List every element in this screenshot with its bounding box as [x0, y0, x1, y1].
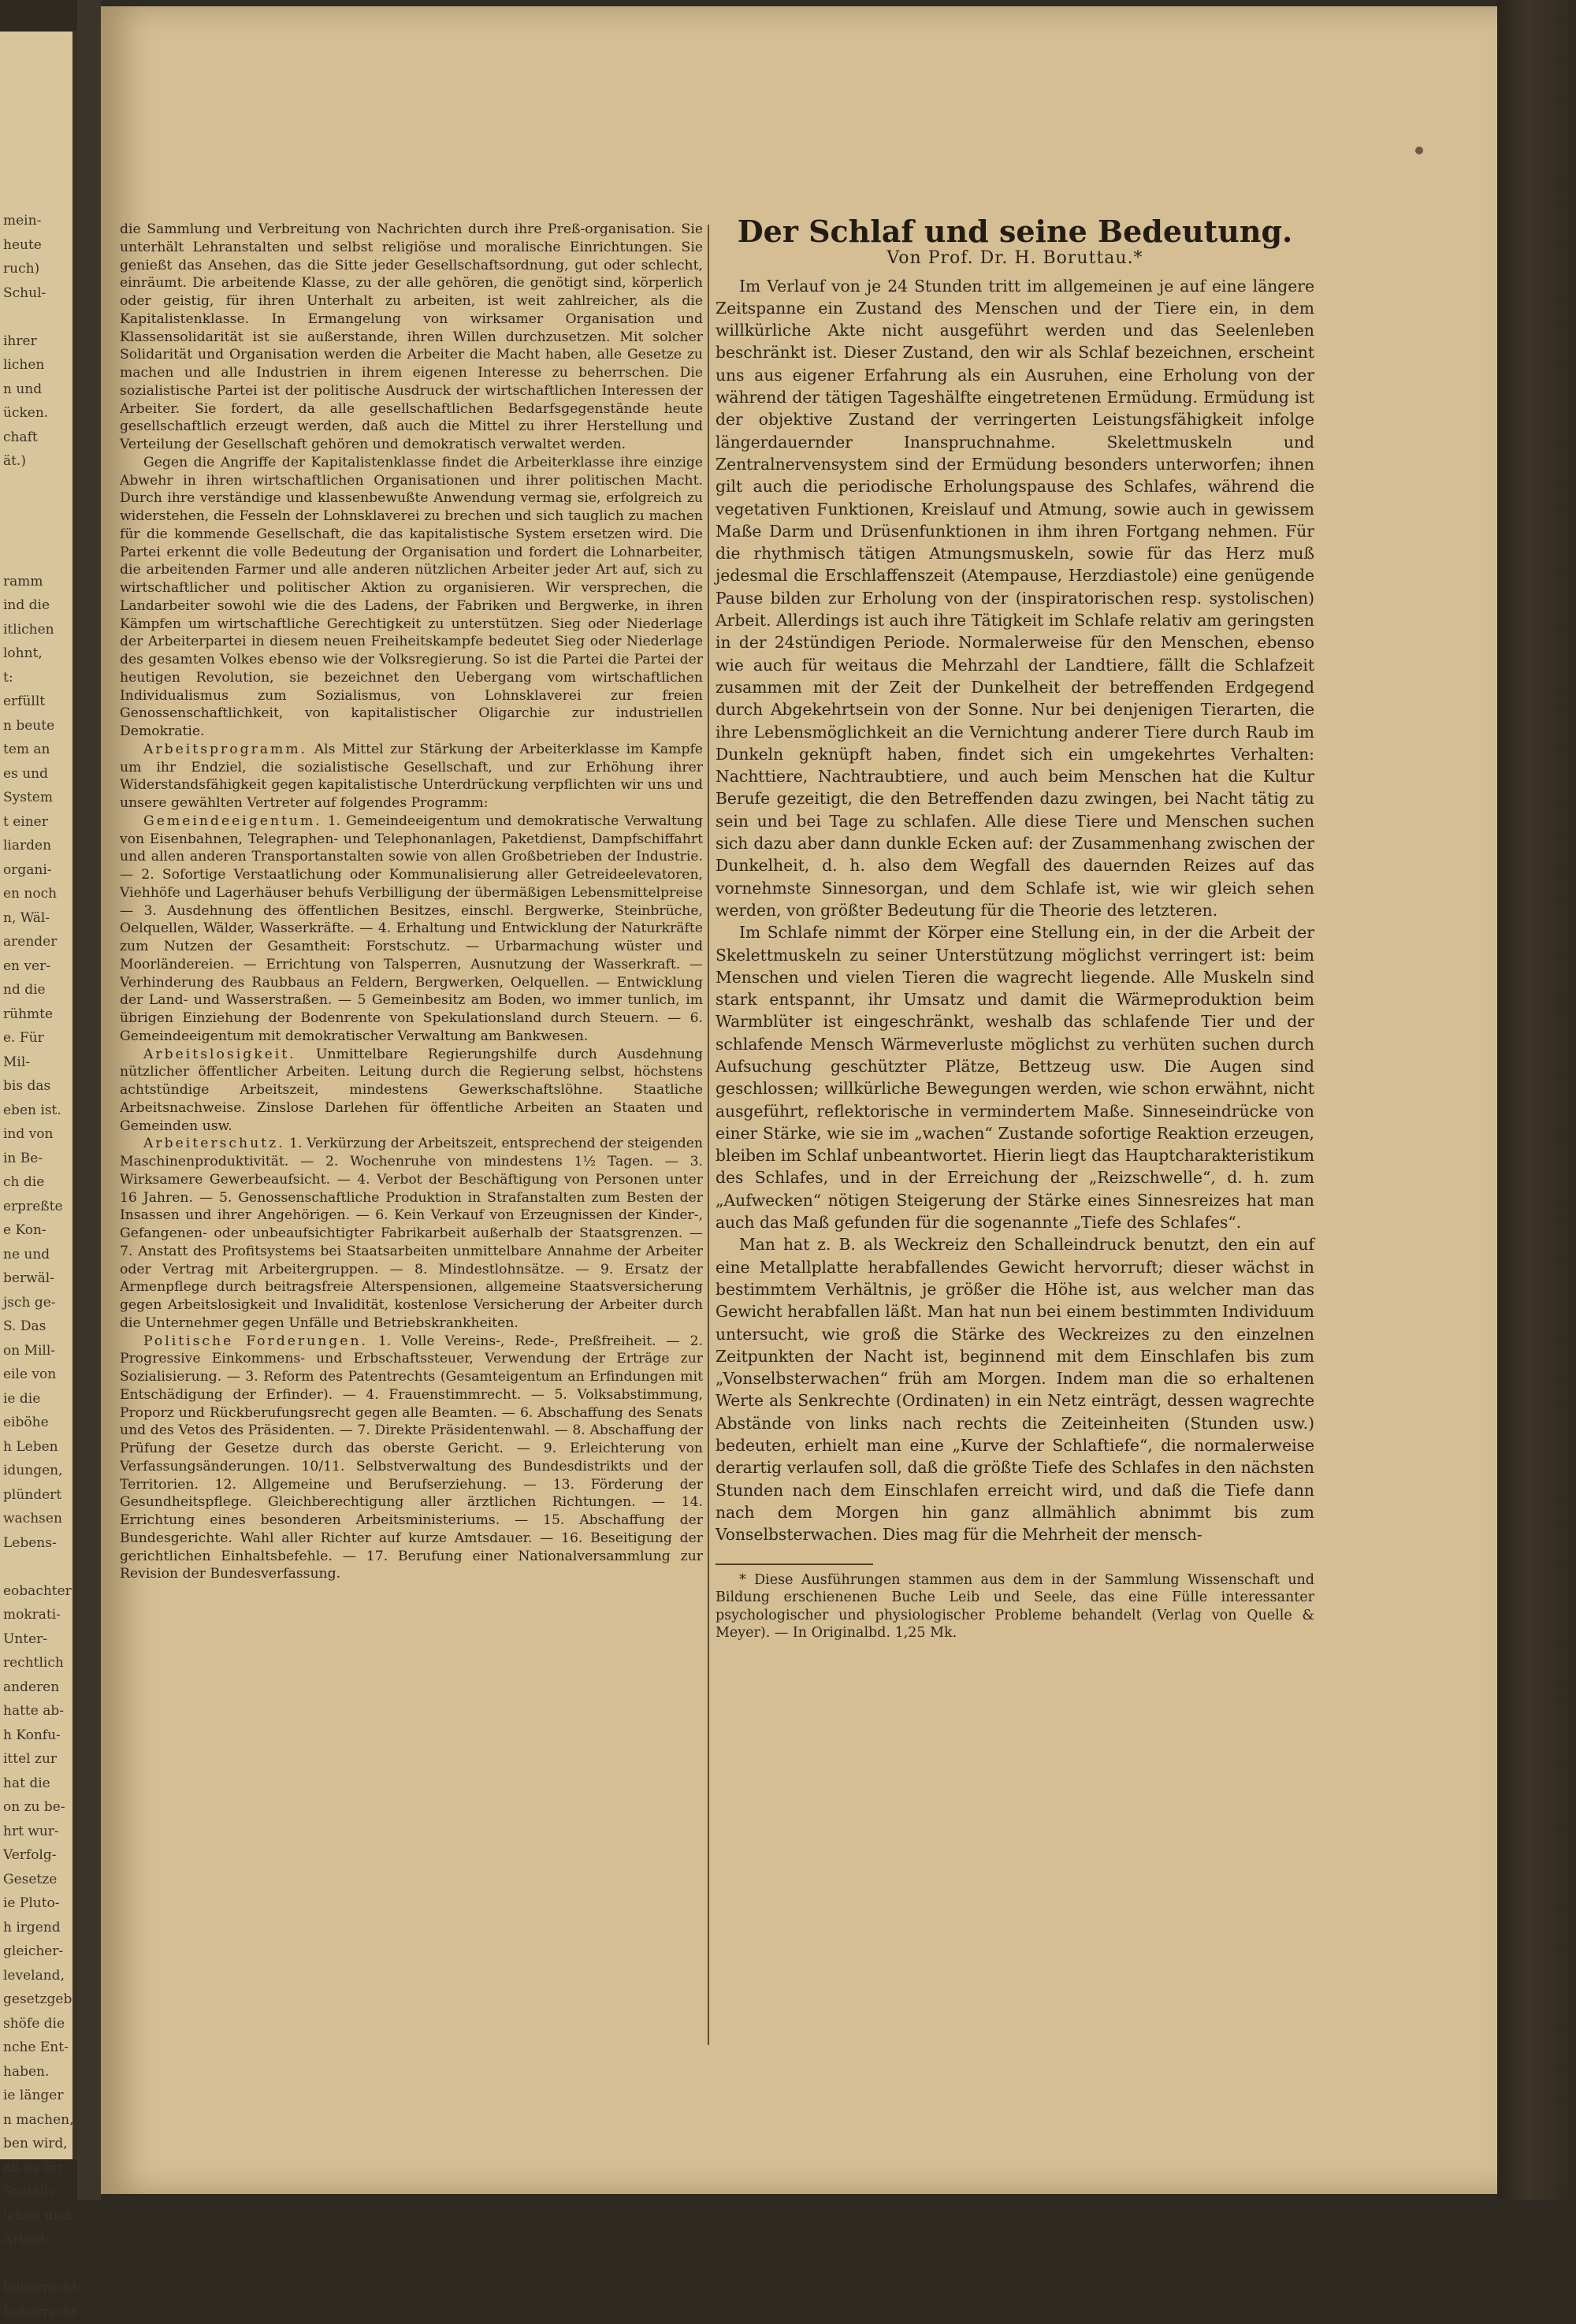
right-column — [716, 221, 1314, 1642]
left-page-fragment: shöfe die — [3, 2012, 72, 2036]
book-spine — [77, 0, 101, 2200]
left-page-fragment: ittel zur — [3, 1747, 72, 1772]
left-page-fragment: e Kon- — [3, 1218, 72, 1243]
left-column — [120, 221, 703, 1583]
left-page-fragment — [3, 522, 72, 546]
left-page-fragment: e. Für — [3, 1026, 72, 1050]
left-page-fragment: n machen, — [3, 2108, 72, 2133]
paragraph: Im Verlauf von je 24 Stunden tritt im allgemeinen je auf eine längere Zeitspanne ein Zustand des Menschen und der Tiere ein, in dem willkürliche Akte nicht ausgeführt werden und das Seelenleben beschränkt ist. Dieser Zustand, den wir als Schlaf bezeichnen, erscheint uns aus eigener Erfahrung als ein Ausruhen, eine Erholung von der während der tätigen Tageshälfte eingetretenen Ermüdung. Ermüdung ist der objektive Zustand der verringerten Leistungsfähigkeit infolge längerdauernder Inanspruchnahme. Skelettmuskeln und Zentralnervensystem sind der Ermüdung besonders unterworfen; ihnen gilt auch die periodische Erholungspause des Schlafes, während die vegetativen Funktionen, Kreislauf und Atmung, sowie auch in gewissem Maße Darm und Drüsenfunktionen in ihm ihren Fortgang nehmen. Für die rhythmisch tätigen Atmungsmuskeln, sowie für das Herz muß jedesmal die Erschlaffenszeit (Atempause, Herzdiastole) eine genügende Pause bilden zur Erholung von der (inspiratorischen resp. systolischen) Arbeit. Allerdings ist auch ihre Tätigkeit im Schlafe relativ am geringsten in der 24stündigen Periode. Normalerweise für den Menschen, ebenso wie auch für weitaus die Mehrzahl der Landtiere, fällt die Schlafzeit zusammen mit der Zeit der Dunkelheit der betreffenden Erdgegend durch Abgekehrtsein von der Sonne. Nur bei denjenigen Tierarten, die ihre Lebensmöglichkeit an die Vernichtung anderer Tiere durch Raub im Dunkeln geknüpft haben, findet sich ein umgekehrtes Verhalten: Nachttiere, Nachtraubtiere, und auch beim Menschen hat die Kultur Berufe gezeitigt, die den Betreffenden dazu zwingen, bei Nacht tätig zu sein und bei Tage zu schlafen. Alle diese Tiere und Menschen suchen sich dazu aber dann dunkle Ecken auf: der Zusammenhang zwischen der Dunkelheit, d. h. also dem Wegfall des dauernden Reizes auf das vornehmste Sinnesorgan, und dem Schlafe ist, wie wir gleich sehen werden, von größter Bedeutung für die Theorie des letzteren. — [716, 275, 1314, 922]
left-page-fragment: Mil- — [3, 1050, 72, 1075]
section-heading: Arbeitslosigkeit. — [143, 1047, 296, 1062]
left-page-fragment: h Konfu- — [3, 1723, 72, 1748]
left-page-fragment: Sozialis- — [3, 2180, 72, 2204]
left-page-fragment: on Mill- — [3, 1339, 72, 1363]
left-page-fragment: itlichen — [3, 618, 72, 642]
section-text: 1. Gemeindeeigentum und demokratische Verwaltung von Eisenbahnen, Telegraphen- und Telephonanlagen, Paketdienst, Dampfschiffahrt und allen anderen Transportanstalten sowie von allen Großbetrieben der Industrie. — 2. Sofortige Verstaatlichung oder Kommunalisierung aller Getreideelevatoren, Viehhöfe und Lagerhäuser behufs Verbilligung der übermäßigen Lebensmittelpreise — 3. Ausdehnung des öffentlichen Besitzes, einschl. Bergwerke, Steinbrüche, Oelquellen, Wälder, Wasserkräfte. — 4. Erhaltung und Entwicklung der Naturkräfte zum Nutzen der Gesamtheit: Forstschutz. — Urbarmachung wüster und Moorländereien. — Errichtung von Talsperren, Ausnutzung der Wasserkraft. — Verhinderung des Raubbaus an Feldern, Bergwerken, Oelquellen. — Entwicklung der Land- und Wasserstraßen. — 5 Gemeinbesitz am Boden, wo immer tunlich, im übrigen Einziehung der Bodenrente von Spekulationsland durch Steuern. — 6. Gemeindeeigentum mit demokratischer Verwaltung am Bankwesen. — [120, 813, 703, 1044]
left-page-fragment: ben wird, — [3, 2132, 72, 2156]
left-page-fragment — [3, 474, 72, 498]
left-page-fragment: mein- — [3, 209, 72, 233]
left-page-fragments — [0, 32, 72, 2324]
left-page-fragment: h irgend — [3, 1916, 72, 1940]
left-page-fragment: Unter- — [3, 1627, 72, 1652]
left-page-fragment: iehen und — [3, 2204, 72, 2229]
left-page-fragment: chaft — [3, 426, 72, 450]
left-page-fragment: ücken. — [3, 401, 72, 426]
left-page-fragment: hatte ab- — [3, 1699, 72, 1723]
left-page-fragment: hrt wur- — [3, 1820, 72, 1844]
section-heading: Arbeitsprogramm. — [143, 742, 307, 757]
section — [120, 1135, 703, 1332]
left-page-fragment: liarden — [3, 834, 72, 858]
left-page-fragment: eben ist. — [3, 1099, 72, 1123]
left-page-fragment — [3, 497, 72, 522]
left-page-fragment: es und — [3, 762, 72, 786]
left-page-fragment: gesetzgeb- — [3, 1987, 72, 2012]
left-page-fragment: ihrer — [3, 329, 72, 354]
left-page-fragment: nche Ent- — [3, 2036, 72, 2060]
left-page-fragment: Schul- — [3, 281, 72, 306]
left-page-fragment: beherrscht — [3, 2300, 72, 2324]
left-page-fragment: beherrscht — [3, 2276, 72, 2300]
left-page-fragment: ie länger — [3, 2084, 72, 2108]
left-page-fragment — [3, 2252, 72, 2277]
left-page-fragment: anderen — [3, 1675, 72, 1700]
article-byline: Von Prof. Dr. H. Boruttau.* — [716, 247, 1314, 270]
footnote-divider — [716, 1564, 873, 1565]
left-page-fragment: ch die — [3, 1170, 72, 1195]
left-page-fragment: organi- — [3, 858, 72, 883]
left-page-fragment: hat die — [3, 1772, 72, 1796]
left-page-fragment: ruch) — [3, 257, 72, 281]
left-page-fragment: idungen, — [3, 1459, 72, 1483]
left-page-fragment: erfüllt — [3, 690, 72, 714]
left-page-fragment: on zu be- — [3, 1795, 72, 1820]
left-page-fragment: rühmte — [3, 1002, 72, 1027]
left-page-fragment: eobachter — [3, 1579, 72, 1604]
left-page-fragment: n, Wäl- — [3, 906, 72, 931]
section-heading: Gemeindeeigentum. — [143, 813, 322, 829]
left-page-fragment: n beute — [3, 714, 72, 738]
left-page-fragment: Verfolg- — [3, 1843, 72, 1868]
left-page-fragment: tem an — [3, 738, 72, 762]
left-page-fragment: S. Das — [3, 1314, 72, 1339]
left-page-fragment: jsch ge- — [3, 1291, 72, 1315]
left-page-fragment — [3, 1555, 72, 1579]
left-page-fragment: ie Pluto- — [3, 1891, 72, 1916]
section-text: Unmittelbare Regierungshilfe durch Ausdehnung nützlicher öffentlicher Arbeiten. Leitung durch die Regierung selbst, höchstens achtstündige Arbeitszeit, mindestens Gewerkschaftslöhne. Staatliche Arbeitsnachweise. Zinslose Darlehen für öffentliche Arbeiten an Staaten und Gemeinden usw. — [120, 1047, 703, 1134]
left-page-fragment: lohnt, — [3, 641, 72, 666]
left-page-fragment: en ver- — [3, 954, 72, 979]
section — [120, 1333, 703, 1584]
left-page-fragment: lichen — [3, 353, 72, 377]
left-page-fragment: System — [3, 786, 72, 810]
left-page-edge — [0, 32, 77, 2159]
left-page-fragment: ät.) — [3, 449, 72, 474]
left-page-fragment: t einer — [3, 810, 72, 835]
left-page-fragment: nd die — [3, 978, 72, 1002]
section — [120, 1046, 703, 1136]
left-page-fragment — [3, 545, 72, 570]
left-page-fragment: arender — [3, 930, 72, 954]
left-page-fragment: ind die — [3, 593, 72, 618]
page-mark — [1415, 147, 1423, 154]
paragraph: Man hat z. B. als Weckreiz den Schalleindruck benutzt, den ein auf eine Metallplatte herabfallendes Gewicht hervorruft; dieser wächst in bestimmtem Verhältnis, je größer die Höhe ist, aus welcher man das Gewicht herabfallen läßt. Man hat nun bei einem bestimmten Individuum untersucht, wie groß die Stärke des Weckreizes zu den einzelnen Zeitpunkten der Nacht ist, beginnend mit dem Einschlafen bis zum „Vonselbsterwachen“ früh am Morgen. Indem man die so erhaltenen Werte als Senkrechte (Ordinaten) in ein Netz einträgt, dessen wagrechte Abstände von links nach rechts die Zeiteinheiten (Stunden usw.) bedeuten, erhielt man eine „Kurve der Schlaftiefe“, die normalerweise derartig verlaufen soll, daß die größte Tiefe des Schlafes in den nächsten Stunden nach dem Einschlafen erreicht wird, und daß die Tiefe dann nach dem Morgen hin ganz allmählich abnimmt bis zum Vonselbsterwachen. Dies mag für die Mehrheit der mensch- — [716, 1233, 1314, 1545]
section-text: 1. Verkürzung der Arbeitszeit, entsprechend der steigenden Maschinenproduktivität. — 2. Wochenruhe von mindestens 1½ Tagen. — 3. Wirksamere Gewerbeaufsicht. — 4. Verbot der Beschäftigung von Personen unter 16 Jahren. — 5. Genossenschaftliche Produktion in Strafanstalten zum Besten der Insassen und ihrer Angehörigen. — 6. Kein Verkauf von Erzeugnissen der Kinder-, Gefangenen- oder unbeaufsichtigter Fabrikarbeit außerhalb der Staatsgrenzen. — 7. Anstatt des Profitsystems bei Staatsarbeiten unmittelbare Annahme der Arbeiter oder Vertrag mit Arbeitergruppen. — 8. Mindestlohnsätze. — 9. Ersatz der Armenpflege durch beitragsfreie Alterspensionen, allgemeine Staatsversicherung gegen Arbeitslosigkeit und Invalidität, kostenlose Versicherung der Arbeiter durch die Unternehmer gegen Unfälle und Betriebskrankheiten. — [120, 1136, 703, 1331]
left-page-fragment: Lebens- — [3, 1531, 72, 1556]
footnote: * Diese Ausführungen stammen aus dem in der Sammlung Wissenschaft und Bildung erschienenen Buche Leib und Seele, das eine Fülle interessanter psychologischer und physiologischer Probleme behandelt (Verlag von Quelle & Meyer). — In Originalbd. 1,25 Mk. — [716, 1571, 1314, 1642]
section-text: Als Mittel zur Stärkung der Arbeiterklasse im Kampfe um ihr Endziel, die sozialistische Gesellschaft, und zur Erhöhung ihrer Widerstandsfähigkeit gegen kapitalistische Unterdrückung verpflichten wir uns und unsere gewählten Vertreter auf folgendes Programm: — [120, 742, 703, 811]
section-text: 1. Volle Vereins-, Rede-, Preßfreiheit. — 2. Progressive Einkommens- und Erbschaftssteuer, Verwendung der Erträge zur Sozialisierung. — 3. Reform des Patentrechts (Gesamteigentum an Erfindungen mit Entschädigung der Erfinder). — 4. Frauenstimmrecht. — 5. Volksabstimmung, Proporz und Rückberufungsrecht gegen alle Beamten. — 6. Abschaffung des Senats und des Vetos des Präsidenten. — 7. Direkte Präsidentenwahl. — 8. Abschaffung der Prüfung der Gesetze durch das oberste Gericht. — 9. Erleichterung von Verfassungsänderungen. 10/11. Selbstverwaltung des Bundesdistrikts und der Territorien. 12. Allgemeine und Berufserziehung. — 13. Förderung der Gesundheitspflege. Gleichberechtigung aller ärztlichen Richtungen. — 14. Errichtung eines besonderen Arbeitsministeriums. — 15. Abschaffung der Bundesgerichte. Wahl aller Richter auf kurze Amtsdauer. — 16. Beseitigung der gerichtlichen Einhaltsbefehle. — 17. Berufung einer Nationalversammlung zur Revision der Bundesverfassung. — [120, 1333, 703, 1582]
article-title: Der Schlaf und seine Bedeutung. — [716, 221, 1314, 243]
column-divider — [708, 225, 709, 2045]
left-page-fragment: ind von — [3, 1122, 72, 1147]
left-page-fragment: mokrati- — [3, 1603, 72, 1627]
section — [120, 812, 703, 1046]
paragraph: Im Schlafe nimmt der Körper eine Stellung ein, in der die Arbeit der Skelettmuskeln zu seiner Unterstützung möglichst verringert ist: beim Menschen und vielen Tieren die wagrecht liegende. Alle Muskeln sind stark entspannt, ihr Umsatz und damit die Wärmeproduktion beim Warmblüter ist eingeschränkt, weshalb das schlafende Tier und der schlafende Mensch Wärmeverluste möglichst zu verhüten suchen durch Aufsuchung geschützter Plätze, Bettzeug usw. Die Augen sind geschlossen; willkürliche Bewegungen werden, wie schon erwähnt, nicht ausgeführt, reflektorische in vermindertem Maße. Sinneseindrücke von einer Stärke, wie sie im „wachen“ Zustande sofortige Reaktion erzeugen, bleiben im Schlaf unbeantwortet. Hierin liegt das Hauptcharakteristikum des Schlafes, und in der Erreichung der „Reizschwelle“, d. h. zum „Aufwecken“ nötigen Steigerung der Stärke eines Sinnesreizes hat man auch das Maß gefunden für die sogenannte „Tiefe des Schlafes“. — [716, 921, 1314, 1233]
left-page-fragment: wachsen — [3, 1507, 72, 1531]
left-page-fragment: heute — [3, 233, 72, 258]
left-page-fragment: aß es für — [3, 2156, 72, 2181]
left-page-fragment: en noch — [3, 882, 72, 906]
left-page-fragment: ie die — [3, 1387, 72, 1411]
left-page-fragment: eiböhe — [3, 1411, 72, 1435]
left-page-fragment: gleicher- — [3, 1939, 72, 1964]
left-page-fragment: t: — [3, 666, 72, 690]
section-heading: Arbeiterschutz. — [143, 1136, 285, 1151]
paragraph: Gegen die Angriffe der Kapitalistenklasse findet die Arbeiterklasse ihre einzige Abwehr in ihren wirtschaftlichen Organisationen und ihrer politischen Macht. Durch ihre verständige und klassenbewußte Anwendung vermag sie, erfolgreich zu widerstehen, die Fesseln der Lohnsklaverei zu brechen und sich tauglich zu machen für die kommende Gesellschaft, die das kapitalistische System ersetzen wird. Die Partei erkennt die volle Bedeutung der Organisation und fordert die Lohnarbeiter, die arbeitenden Farmer und alle anderen nützlichen Arbeiter jeder Art auf, sich zu wirtschaftlicher und politischer Aktion zu organisieren. Wir versprechen, die Landarbeiter sowohl wie die des Ladens, der Fabriken und Bergwerke, in ihren Kämpfen um wirtschaftliche Gerechtigkeit zu unterstützen. Sieg oder Niederlage der Arbeiterpartei in diesem neuen Freiheitskampfe bedeutet Sieg oder Niederlage des gesamten Volkes ebenso wie der Volksregierung. So ist die Partei die Partei der heutigen Revolution, sie bezeichnet den Uebergang vom wirtschaftlichen Individualismus zum Sozialismus, von Lohnsklaverei zur freien Genossenschaftlichkeit, von kapitalistischer Oligarchie zur industriellen Demokratie. — [120, 454, 703, 741]
left-page-fragment: h Leben — [3, 1435, 72, 1459]
left-page-fragment: n und — [3, 377, 72, 402]
left-page-fragment: Gesetze — [3, 1868, 72, 1892]
left-page-fragment: erpreßte — [3, 1195, 72, 1219]
book-cover-edge — [1497, 0, 1576, 2200]
left-page-fragment: berwäl- — [3, 1266, 72, 1291]
left-page-fragment: leveland, — [3, 1964, 72, 1988]
left-page-fragment: bis das — [3, 1074, 72, 1099]
left-page-fragment: rechtlich — [3, 1651, 72, 1675]
paragraph: die Sammlung und Verbreitung von Nachrichten durch ihre Preß-organisation. Sie unterhält Lehranstalten und selbst religiöse und moralische Einrichtungen. Sie genießt das Ansehen, das die Sitte jeder Gesellschaftsordnung, gut oder schlecht, einräumt. Die arbeitende Klasse, zu der alle gehören, die genötigt sind, körperlich oder geistig, für ihren Unterhalt zu arbeiten, ist weit zahlreicher, als die Kapitalistenklasse. In Ermangelung von wirksamer Organisation und Klassensolidarität ist sie außerstande, ihren Willen durchzusetzen. Mit solcher Solidarität und Organisation werden die Arbeiter die Macht haben, alle Gesetze zu machen und alle Industrien in ihrem eigenen Interesse zu beherrschen. Die sozialistische Partei ist der politische Ausdruck der wirtschaftlichen Interessen der Arbeiter. Sie fordert, da alle gesellschaftlichen Bedarfsgegenstände heute gesellschaftlich erzeugt werden, daß auch die Mittel zu ihrer Herstellung und Verteilung der Gesellschaft gehören und demokratisch verwaltet werden. — [120, 221, 703, 454]
left-page-fragment: ramm — [3, 570, 72, 594]
left-page-fragment: plündert — [3, 1483, 72, 1508]
left-page-fragment: eile von — [3, 1363, 72, 1387]
left-page-fragment: ne und — [3, 1243, 72, 1267]
section — [120, 741, 703, 812]
left-page-fragment — [3, 305, 72, 329]
left-page-fragment: in Be- — [3, 1147, 72, 1171]
section-heading: Politische Forderungen. — [143, 1333, 368, 1349]
left-page-fragment: haben. — [3, 2060, 72, 2084]
left-page-fragment: Arbeit- — [3, 2228, 72, 2252]
